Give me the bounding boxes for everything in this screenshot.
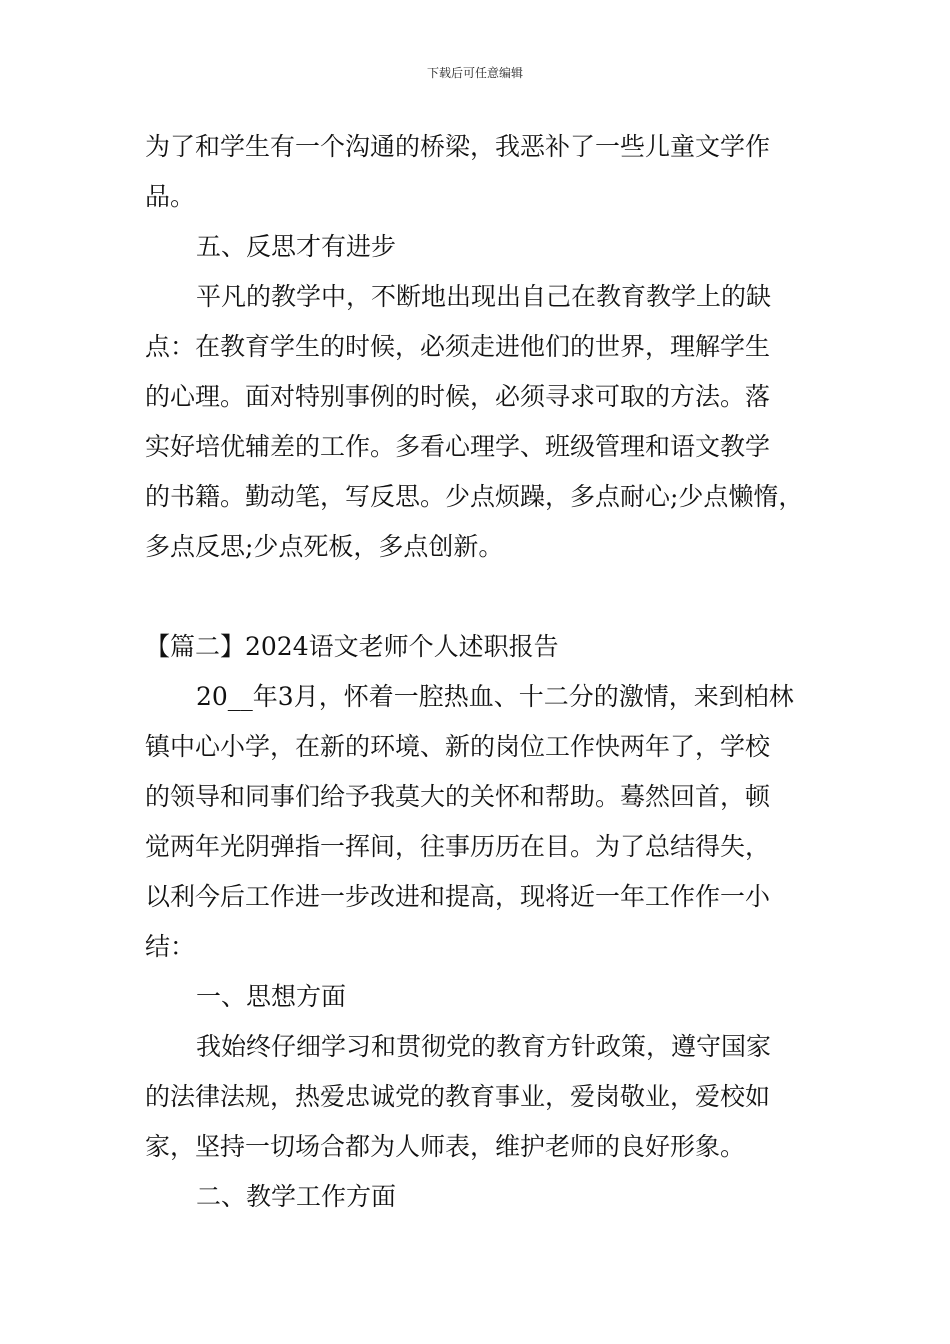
text-line: 为了和学生有一个沟通的桥梁，我恶补了一些儿童文学作 — [145, 132, 771, 161]
article-title: 【篇二】2024语文老师个人述职报告 — [145, 632, 559, 661]
section-heading-teaching: 二、教学工作方面 — [196, 1182, 397, 1211]
text-line: 觉两年光阴弹指一挥间，往事历历在目。为了总结得失， — [145, 832, 771, 861]
text-line: 的法律法规，热爱忠诚党的教育事业，爱岗敬业，爱校如 — [145, 1082, 771, 1111]
text-line: 以利今后工作进一步改进和提高，现将近一年工作作一小 — [145, 882, 771, 911]
text-line: 平凡的教学中，不断地出现出自己在教育教学上的缺 — [196, 282, 772, 311]
page-header: 下载后可任意编辑 — [426, 66, 523, 80]
section-heading-reflection: 五、反思才有进步 — [196, 232, 397, 261]
text-line: 的心理。面对特别事例的时候，必须寻求可取的方法。落 — [145, 382, 771, 411]
section-heading-ideology: 一、思想方面 — [196, 982, 347, 1011]
text-line: 品。 — [145, 182, 196, 211]
text-line: 实好培优辅差的工作。多看心理学、班级管理和语文教学 — [145, 432, 771, 461]
text-line: 的书籍。勤动笔，写反思。少点烦躁，多点耐心;少点懒惰， — [145, 482, 804, 511]
text-line: 我始终仔细学习和贯彻党的教育方针政策，遵守国家 — [196, 1032, 772, 1061]
text-line: 镇中心小学，在新的环境、新的岗位工作快两年了，学校 — [145, 732, 771, 761]
text-line: 结： — [145, 932, 196, 961]
text-line: 家，坚持一切场合都为人师表，维护老师的良好形象。 — [145, 1132, 746, 1161]
text-line: 多点反思;少点死板，多点创新。 — [145, 532, 504, 561]
text-line: 20__年3月，怀着一腔热血、十二分的激情，来到柏林 — [196, 682, 794, 711]
document-body — [145, 122, 835, 1222]
text-line: 的领导和同事们给予我莫大的关怀和帮助。蓦然回首，顿 — [145, 782, 771, 811]
text-line: 点：在教育学生的时候，必须走进他们的世界，理解学生 — [145, 332, 771, 361]
paragraph-gap — [145, 572, 835, 622]
